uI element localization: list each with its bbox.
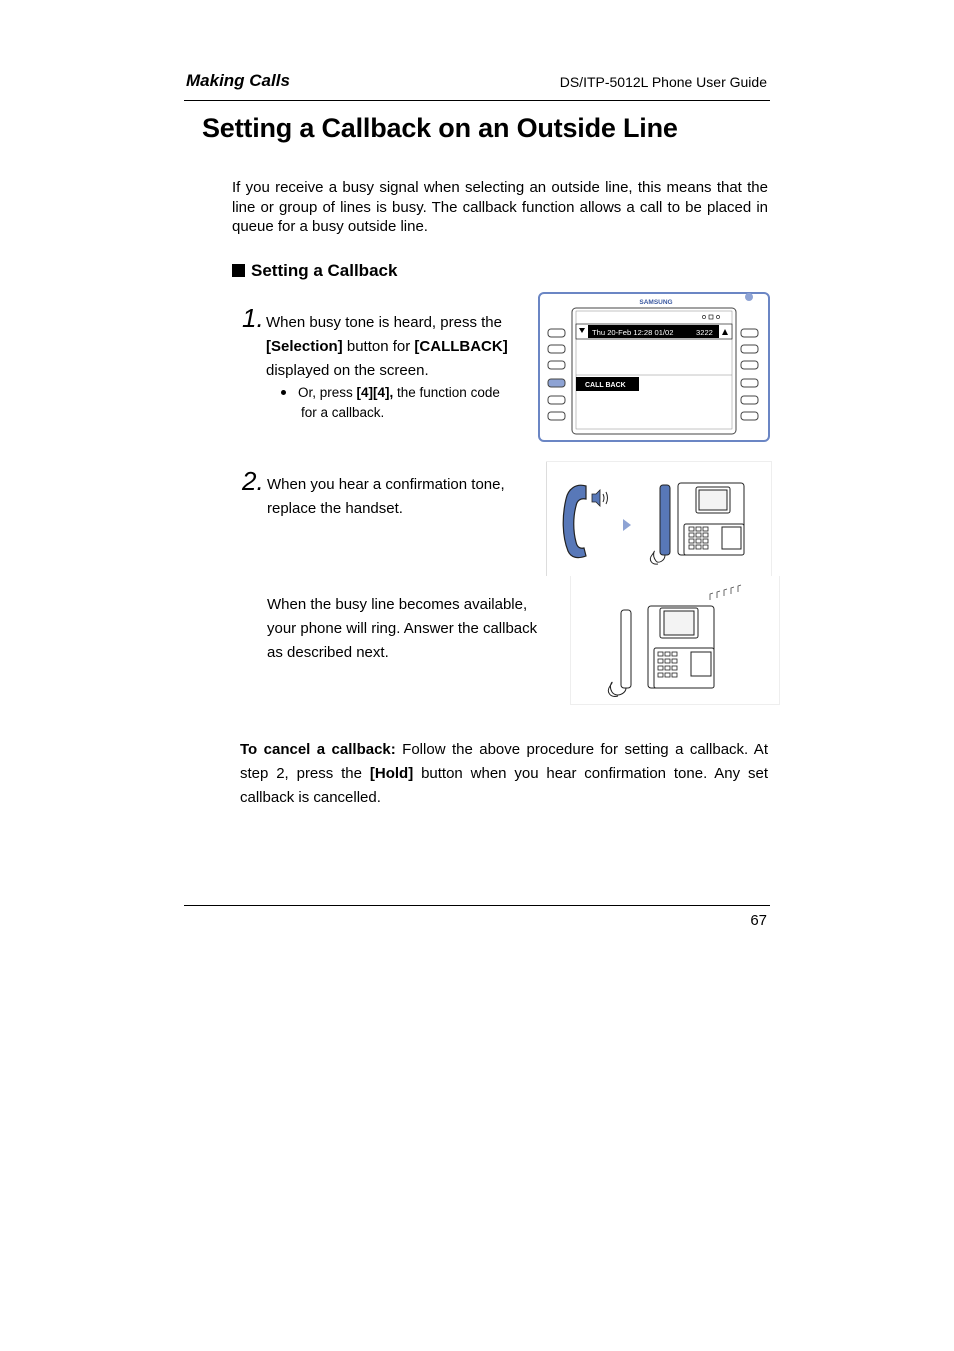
section-title: Making Calls [186,71,290,90]
step-1-line-2 [266,335,528,359]
step-2-text [267,473,529,521]
cancel-label: To cancel a callback: [240,741,396,758]
selection-button-left-6[interactable] [548,412,565,420]
step-2-line-1: When you hear a confirmation tone, [267,476,505,493]
bullet-text-c: for a callback. [301,405,385,420]
sound-waves-icon [592,490,608,506]
busy-line-text [267,593,557,665]
selection-button-right-4[interactable] [741,379,758,387]
indicator-light-icon [745,293,753,301]
ringing-notes-icon [710,585,741,600]
cancel-text-a: Follow the above procedure for setting a callback. At step 2, press the [240,741,768,782]
brand-logo: SAMSUNG [639,299,673,306]
subheading [232,261,397,281]
selection-button-right-2[interactable] [741,345,758,353]
selection-button-left-5[interactable] [548,396,565,404]
callback-key-label: [CALLBACK] [414,338,508,355]
selection-button-callback[interactable] [548,379,565,387]
step-1-line-1: When busy tone is heard, press the [266,314,502,331]
selection-button-right-6[interactable] [741,412,758,420]
intro-paragraph: If you receive a busy signal when selecting an outside line, this means that the line or group of lines is busy. The callback function allows a call to be placed in queue for a busy outside line. [232,179,768,235]
phone-screen-figure [538,292,770,442]
cancel-text-b: button when you hear confirmation tone. Any set callback is cancelled. [240,765,768,806]
bullet-text-b: the function code [393,385,500,400]
status-line: Thu 20-Feb 12:28 01/02 [592,328,674,337]
subheading-text: Setting a Callback [251,261,398,280]
bullet-code: [4][4], [356,385,394,400]
busy-line-3: as described next. [267,644,389,661]
guide-title: DS/ITP-5012L Phone User Guide [559,74,767,90]
replace-handset-figure [546,461,772,576]
desk-phone-ringing-icon [608,606,714,696]
square-bullet-icon [232,264,245,277]
page-number: 67 [750,912,767,929]
selection-button-left-1[interactable] [548,329,565,337]
extension-number: 3222 [696,328,713,337]
busy-line-2: your phone will ring. Answer the callback [267,620,538,637]
bullet-dot-icon [281,390,286,395]
bullet-text-a: Or, press [298,385,357,400]
step-1-connector: button for [342,338,415,355]
footer-rule [184,905,770,906]
cancel-paragraph [240,738,768,810]
ringing-phone-figure [570,576,780,705]
handset-icon [563,485,586,557]
selection-button-left-3[interactable] [548,361,565,369]
page-title: Setting a Callback on an Outside Line [202,113,678,143]
step-number-1: 1. [242,303,264,333]
step-1-line-3: displayed on the screen. [266,362,429,379]
header-rule [184,100,770,101]
step-2-line-2: replace the handset. [267,500,403,517]
selection-button-left-2[interactable] [548,345,565,353]
busy-line-1: When the busy line becomes available, [267,596,528,613]
step-number-2: 2. [242,466,264,496]
step-1-text [266,311,528,383]
callback-softkey-label: CALL BACK [585,382,626,389]
step-1-bullet [281,383,521,423]
selection-button-right-3[interactable] [741,361,758,369]
hold-key-label: [Hold] [369,765,414,782]
arrow-right-icon [623,519,631,531]
selection-key-label: [Selection] [266,338,343,355]
selection-button-right-1[interactable] [741,329,758,337]
desk-phone-icon [650,483,744,564]
selection-button-right-5[interactable] [741,396,758,404]
